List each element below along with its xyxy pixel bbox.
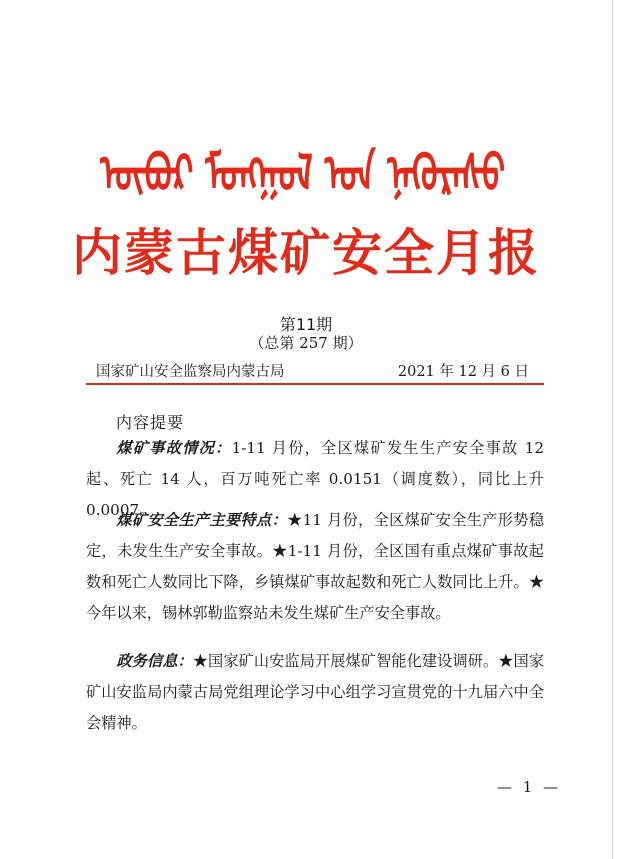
header-red-rule <box>86 383 544 385</box>
publishing-agency: 国家矿山安全监察局内蒙古局 <box>96 364 285 380</box>
section-text: 1-11 月份，全区煤矿发生生产安全事故 12 起、死亡 14 人，百万吨死亡率 0.0151（调度数），同比上升 0.0007。 <box>86 439 544 519</box>
page-edge <box>612 0 613 859</box>
mongolian-title: ᠥᠪᠦᠷ ᠮᠣᠩᠭᠣᠯ ᠤᠨ ᠨᠡᠭᠦᠷᠡᠰᠦ <box>100 144 506 205</box>
section-label: 政务信息： <box>116 652 193 670</box>
summary-section-government-info <box>86 646 544 739</box>
section-label: 煤矿安全生产主要特点： <box>116 511 288 529</box>
issue-number: 第11期 <box>279 315 333 334</box>
summary-section-features <box>86 505 544 629</box>
section-label: 煤矿事故情况： <box>116 439 232 457</box>
issue-total-number: （总第 257 期） <box>249 334 363 352</box>
section-text: ★国家矿山安监局开展煤矿智能化建设调研。★国家矿山安监局内蒙古局党组理论学习中心组学习宣贯党的十九届六中全会精神。 <box>86 652 545 732</box>
page-number: — 1 — <box>497 778 562 796</box>
newsletter-title: 内蒙古煤矿安全月报 <box>72 224 540 282</box>
section-text: ★11 月份，全区煤矿安全生产形势稳定，未发生生产安全事故。★1-11 月份，全区国有重点煤矿事故起数和死亡人数同比下降，乡镇煤矿事故起数和死亡人数同比上升。★今年以来，锡林郭勒监察站未发生煤矿生产安全事故。 <box>86 511 545 622</box>
summary-heading: 内容提要 <box>116 413 185 432</box>
publish-date: 2021 年 12 月 6 日 <box>397 364 529 380</box>
